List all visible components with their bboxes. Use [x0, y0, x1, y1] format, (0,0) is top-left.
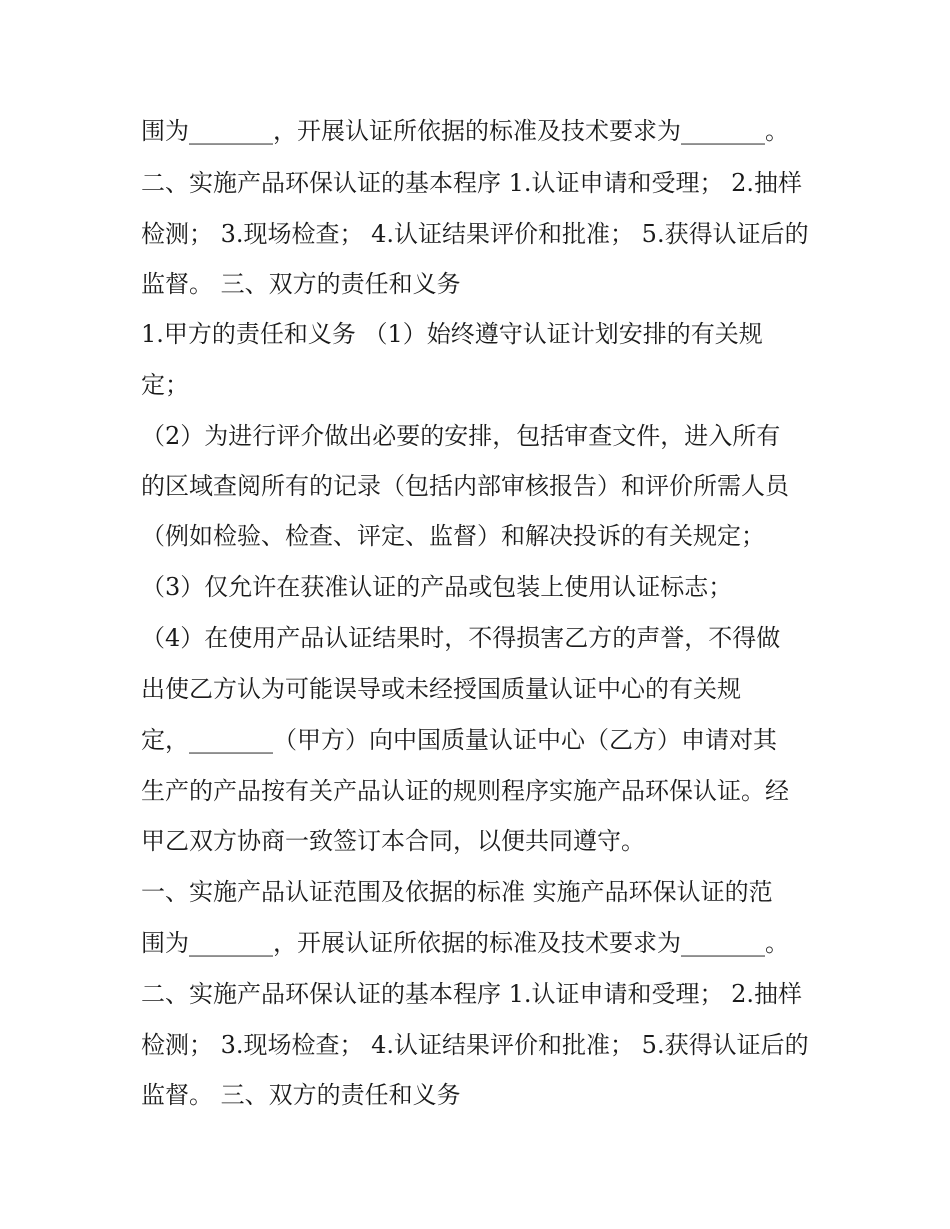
text-line: 二、实施产品环保认证的基本程序 1.认证申请和受理； 2.抽样 — [141, 980, 803, 1008]
text-line: 二、实施产品环保认证的基本程序 1.认证申请和受理； 2.抽样 — [141, 169, 803, 197]
text-line: （4）在使用产品认证结果时，不得损害乙方的声誉，不得做 — [141, 624, 781, 652]
text-line: 出使乙方认为可能误导或未经授国质量认证中心的有关规 — [141, 675, 741, 703]
text-line: 一、实施产品认证范围及依据的标准 实施产品环保认证的范 — [141, 878, 773, 906]
text-line: 监督。 三、双方的责任和义务 — [141, 1081, 461, 1109]
text-line: 检测； 3.现场检查； 4.认证结果评价和批准； 5.获得认证后的 — [141, 220, 809, 248]
text-line: （2）为进行评介做出必要的安排，包括审查文件，进入所有 — [141, 422, 781, 450]
text-line: 1.甲方的责任和义务 （1）始终遵守认证计划安排的有关规 — [141, 320, 763, 348]
text-line: 定； — [141, 371, 189, 399]
text-line: 甲乙双方协商一致签订本合同，以便共同遵守。 — [141, 827, 645, 855]
text-line: （3）仅允许在获准认证的产品或包装上使用认证标志； — [141, 573, 733, 601]
text-line: 生产的产品按有关产品认证的规则程序实施产品环保认证。经 — [141, 777, 789, 805]
text-line: 定，_______（甲方）向中国质量认证中心（乙方）申请对其 — [141, 726, 777, 754]
text-line: 检测； 3.现场检查； 4.认证结果评价和批准； 5.获得认证后的 — [141, 1031, 809, 1059]
text-line: 围为_______，开展认证所依据的标准及技术要求为_______。 — [141, 929, 789, 957]
text-line: 围为_______，开展认证所依据的标准及技术要求为_______。 — [141, 117, 789, 145]
text-line: 监督。 三、双方的责任和义务 — [141, 270, 461, 298]
text-line: 的区域查阅所有的记录（包括内部审核报告）和评价所需人员 — [141, 472, 789, 500]
text-line: （例如检验、检查、评定、监督）和解决投诉的有关规定； — [141, 522, 765, 550]
